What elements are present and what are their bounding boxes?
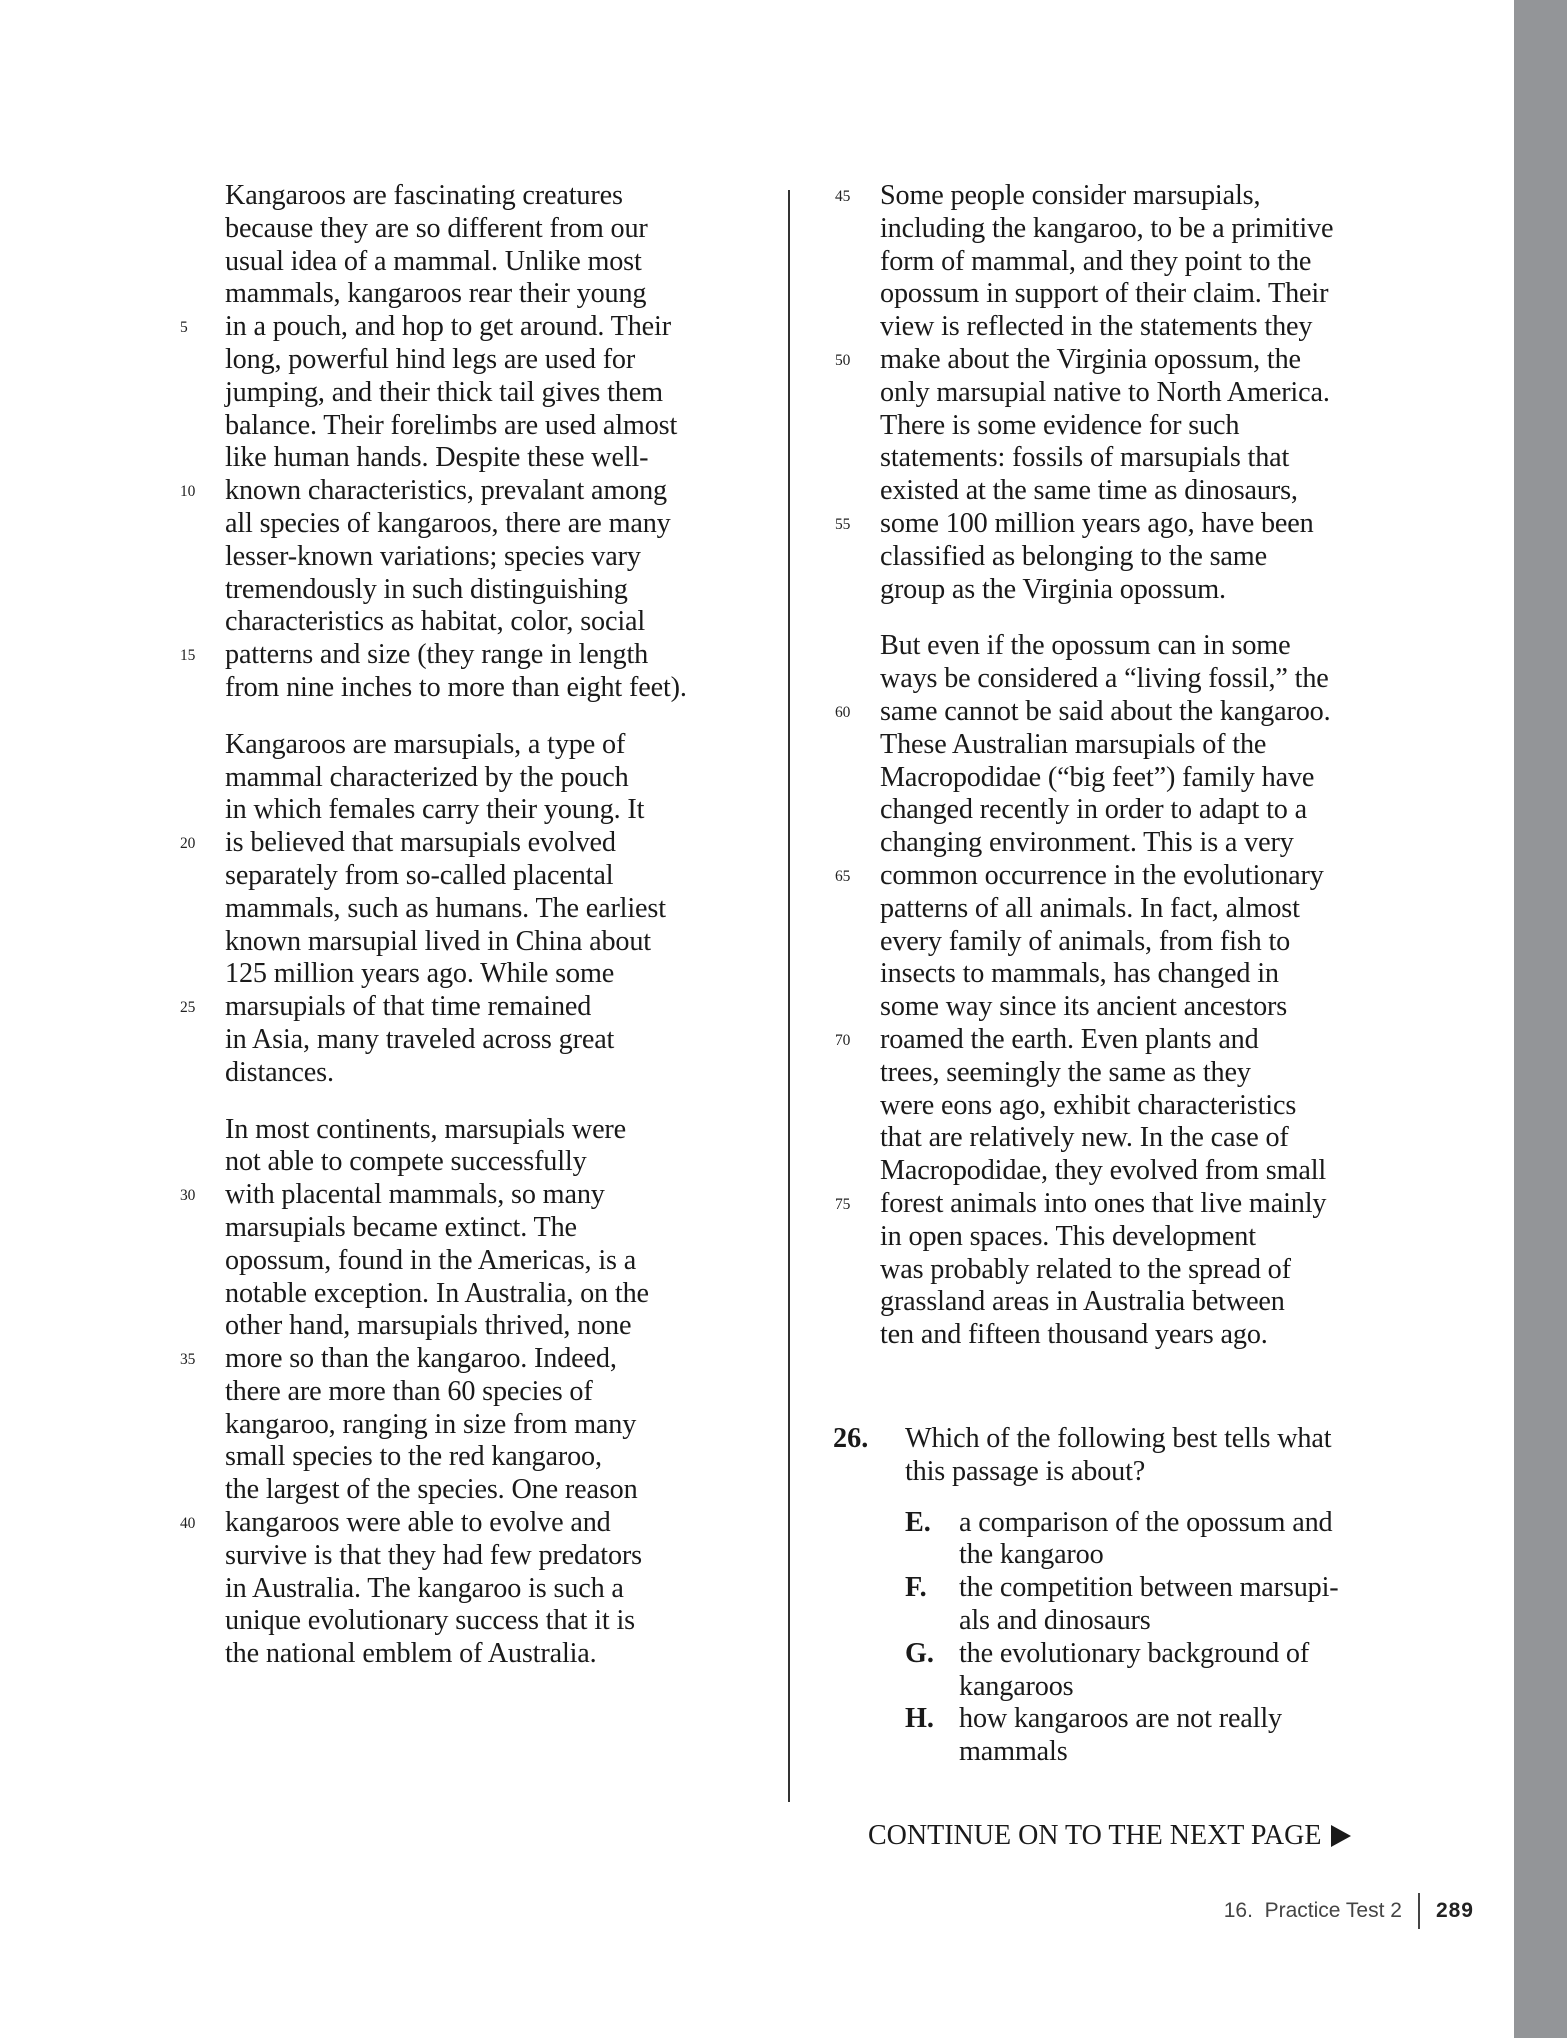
answer-option[interactable] — [905, 1703, 1393, 1769]
passage-line-text: like human hands. Despite these well- — [225, 442, 649, 474]
passage-line — [225, 1114, 765, 1147]
passage-line — [180, 1507, 765, 1540]
answer-option-text — [959, 1703, 1282, 1769]
passage-line-text: common occurrence in the evolutionary — [880, 859, 1324, 891]
line-number: 55 — [835, 515, 851, 533]
passage-line-text: in a pouch, and hop to get around. Their — [225, 311, 671, 343]
passage-line-text: only marsupial native to North America. — [880, 376, 1330, 408]
answer-option-line: mammals — [959, 1736, 1068, 1768]
question-stem — [905, 1423, 1331, 1489]
passage-line-text: form of mammal, and they point to the — [880, 245, 1312, 277]
answer-option-letter: H. — [905, 1703, 934, 1735]
right-arrow-icon — [1331, 1825, 1351, 1847]
answer-option-text — [959, 1507, 1332, 1573]
line-number: 30 — [180, 1187, 196, 1205]
passage-line — [880, 1319, 1400, 1352]
passage-line — [835, 859, 1400, 893]
passage-line — [880, 729, 1400, 762]
answer-option-line: the competition between marsupi- — [959, 1572, 1339, 1604]
passage-left-column — [180, 180, 765, 1671]
passage-line-text: all species of kangaroos, there are many — [225, 507, 671, 539]
continue-text: CONTINUE ON TO THE NEXT PAGE — [868, 1820, 1322, 1851]
passage-line — [880, 1122, 1400, 1155]
answer-option-letter: G. — [905, 1637, 934, 1669]
passage-line-text: separately from so-called placental — [225, 859, 614, 891]
passage-line — [225, 180, 765, 213]
passage-line — [880, 442, 1400, 475]
passage-line — [225, 762, 765, 795]
answer-option[interactable] — [905, 1572, 1393, 1638]
passage-line — [880, 630, 1400, 663]
passage-line — [880, 541, 1400, 574]
passage-line — [225, 1441, 765, 1474]
passage-line-text: were eons ago, exhibit characteristics — [880, 1089, 1297, 1121]
answer-option-text — [959, 1572, 1339, 1638]
passage-line-text: Macropodidae (“big feet”) family have — [880, 761, 1315, 793]
passage-line-text: lesser-known variations; species vary — [225, 540, 641, 572]
answer-option-letter: E. — [905, 1506, 931, 1538]
passage-line-text: is believed that marsupials evolved — [225, 827, 616, 859]
passage-line-text: kangaroos were able to evolve and — [225, 1507, 611, 1539]
passage-line — [225, 574, 765, 607]
passage-line-text: opossum, found in the Americas, is a — [225, 1244, 637, 1276]
line-number: 35 — [180, 1351, 196, 1369]
page-number: 289 — [1435, 1899, 1474, 1922]
line-number: 5 — [180, 319, 188, 337]
continue-prompt — [868, 1820, 1351, 1852]
page-edge-bar — [1514, 0, 1567, 2038]
line-number: 40 — [180, 1515, 196, 1533]
answer-option-text — [959, 1638, 1309, 1704]
passage-line-text: some way since its ancient ancestors — [880, 991, 1288, 1023]
passage-line-text: patterns and size (they range in length — [225, 639, 649, 671]
passage-line — [835, 1023, 1400, 1057]
passage-line-text: some 100 million years ago, have been — [880, 507, 1314, 539]
passage-line-text: marsupials of that time remained — [225, 991, 592, 1023]
passage-line-text: that are relatively new. In the case of — [880, 1122, 1289, 1154]
passage-line-text: was probably related to the spread of — [880, 1253, 1291, 1285]
passage-line — [225, 1245, 765, 1278]
passage-line — [225, 1024, 765, 1057]
passage-line-text: These Australian marsupials of the — [880, 728, 1267, 760]
passage-line — [880, 246, 1400, 279]
passage-line-text: mammals, kangaroos rear their young — [225, 278, 647, 310]
passage-line-text: mammals, such as humans. The earliest — [225, 892, 666, 924]
passage-line-text: distances. — [225, 1056, 334, 1088]
passage-line-text: Kangaroos are marsupials, a type of — [225, 728, 626, 760]
passage-line-text: unique evolutionary success that it is — [225, 1605, 635, 1637]
passage-line-text: in Asia, many traveled across great — [225, 1023, 615, 1055]
passage-line-text: There is some evidence for such — [880, 409, 1240, 441]
passage-line — [225, 926, 765, 959]
passage-line-text: there are more than 60 species of — [225, 1375, 593, 1407]
passage-line-text: because they are so different from our — [225, 212, 648, 244]
passage-line — [225, 1638, 765, 1671]
line-number: 65 — [835, 867, 851, 885]
passage-line — [880, 213, 1400, 246]
passage-line — [835, 343, 1400, 377]
passage-line — [880, 410, 1400, 443]
passage-line-text: Macropodidae, they evolved from small — [880, 1155, 1327, 1187]
passage-line — [225, 278, 765, 311]
passage-line — [225, 729, 765, 762]
passage-line — [225, 1474, 765, 1507]
passage-line — [225, 410, 765, 443]
page-footer — [1224, 1893, 1474, 1929]
passage-line-text: other hand, marsupials thrived, none — [225, 1310, 632, 1342]
passage-line — [880, 1286, 1400, 1319]
passage-line — [880, 794, 1400, 827]
passage-line — [225, 1278, 765, 1311]
passage-line-text: ways be considered a “living fossil,” the — [880, 663, 1329, 695]
line-number: 20 — [180, 835, 196, 853]
passage-line — [180, 639, 765, 672]
question-stem-line: this passage is about? — [905, 1455, 1146, 1487]
passage-line-text: balance. Their forelimbs are used almost — [225, 409, 678, 441]
paragraph-gap — [225, 1090, 765, 1114]
passage-line — [880, 1057, 1400, 1090]
passage-line-text: roamed the earth. Even plants and — [880, 1023, 1259, 1055]
footer-separator — [1418, 1893, 1420, 1929]
answer-option-line: the kangaroo — [959, 1539, 1104, 1571]
passage-right-column — [835, 180, 1400, 1352]
passage-line — [180, 1179, 765, 1212]
line-number: 50 — [835, 351, 851, 369]
passage-line-text: insects to mammals, has changed in — [880, 958, 1279, 990]
answer-option-line: kangaroos — [959, 1670, 1074, 1702]
answer-option-line: a comparison of the opossum and — [959, 1506, 1333, 1538]
passage-line — [880, 377, 1400, 410]
passage-line — [225, 893, 765, 926]
passage-line — [225, 1376, 765, 1409]
passage-line-text: 125 million years ago. While some — [225, 958, 615, 990]
passage-line-text: patterns of all animals. In fact, almost — [880, 892, 1300, 924]
passage-line-text: marsupials became extinct. The — [225, 1211, 577, 1243]
passage-line — [880, 1221, 1400, 1254]
passage-line-text: characteristics as habitat, color, social — [225, 606, 646, 638]
passage-line-text: in which females carry their young. It — [225, 794, 645, 826]
passage-line — [225, 541, 765, 574]
passage-line-text: In most continents, marsupials were — [225, 1113, 627, 1145]
passage-line-text: notable exception. In Australia, on the — [225, 1277, 649, 1309]
passage-line-text: usual idea of a mammal. Unlike most — [225, 245, 642, 277]
passage-line — [180, 311, 765, 344]
passage-line — [225, 672, 765, 705]
passage-line-text: from nine inches to more than eight feet). — [225, 671, 687, 703]
passage-line — [225, 1540, 765, 1573]
passage-line-text: the national emblem of Australia. — [225, 1638, 597, 1670]
passage-line-text: not able to compete successfully — [225, 1146, 587, 1178]
footer-chapter: 16. Practice Test 2 — [1223, 1899, 1402, 1922]
passage-line-text: view is reflected in the statements they — [880, 311, 1313, 343]
passage-line-text: known characteristics, prevalant among — [225, 475, 667, 507]
passage-line-text: Some people consider marsupials, — [880, 180, 1261, 211]
line-number: 25 — [180, 999, 196, 1017]
passage-line — [880, 475, 1400, 508]
passage-line — [880, 1155, 1400, 1188]
passage-line — [880, 893, 1400, 926]
passage-line — [835, 180, 1400, 213]
passage-line-text: more so than the kangaroo. Indeed, — [225, 1343, 617, 1375]
passage-line — [225, 1146, 765, 1179]
passage-line-text: But even if the opossum can in some — [880, 630, 1291, 662]
passage-line — [880, 278, 1400, 311]
passage-line — [225, 1057, 765, 1090]
passage-line — [225, 860, 765, 893]
passage-line-text: statements: fossils of marsupials that — [880, 442, 1290, 474]
passage-line — [225, 606, 765, 639]
passage-line-text: same cannot be said about the kangaroo. — [880, 695, 1331, 727]
answer-option[interactable] — [905, 1638, 1393, 1704]
line-number: 75 — [835, 1195, 851, 1213]
passage-line-text: opossum in support of their claim. Their — [880, 278, 1329, 310]
passage-line — [880, 311, 1400, 344]
question-26 — [833, 1423, 1393, 1769]
passage-line — [225, 213, 765, 246]
passage-line — [880, 574, 1400, 607]
passage-line-text: make about the Virginia opossum, the — [880, 343, 1301, 375]
passage-line-text: mammal characterized by the pouch — [225, 761, 629, 793]
passage-line — [880, 991, 1400, 1024]
passage-line — [225, 794, 765, 827]
passage-line-text: jumping, and their thick tail gives them — [225, 376, 663, 408]
answer-option-letter: F. — [905, 1572, 927, 1604]
passage-line-text: trees, seemingly the same as they — [880, 1056, 1251, 1088]
answer-option-line: the evolutionary background of — [959, 1637, 1310, 1669]
passage-line-text: known marsupial lived in China about — [225, 925, 651, 957]
answer-option-line: als and dinosaurs — [959, 1604, 1151, 1636]
passage-line-text: in open spaces. This development — [880, 1220, 1256, 1252]
passage-line-text: changed recently in order to adapt to a — [880, 794, 1307, 826]
answer-option[interactable] — [905, 1507, 1393, 1573]
passage-line — [880, 827, 1400, 860]
passage-line — [180, 1343, 765, 1376]
passage-line-text: tremendously in such distinguishing — [225, 573, 628, 605]
passage-line-text: including the kangaroo, to be a primitive — [880, 212, 1334, 244]
passage-line-text: group as the Virginia opossum. — [880, 573, 1226, 605]
passage-line-text: changing environment. This is a very — [880, 827, 1294, 859]
passage-line — [180, 827, 765, 860]
passage-line — [225, 958, 765, 991]
line-number: 60 — [835, 703, 851, 721]
question-stem-line: Which of the following best tells what — [905, 1423, 1332, 1454]
line-number: 45 — [835, 188, 851, 205]
passage-line — [880, 762, 1400, 795]
passage-line-text: ten and fifteen thousand years ago. — [880, 1319, 1268, 1351]
passage-line — [225, 1573, 765, 1606]
passage-line — [225, 442, 765, 475]
passage-line — [225, 1212, 765, 1245]
passage-line-text: in Australia. The kangaroo is such a — [225, 1572, 624, 1604]
passage-line — [835, 1187, 1400, 1221]
line-number: 10 — [180, 483, 196, 501]
passage-line — [835, 695, 1400, 729]
passage-line-text: small species to the red kangaroo, — [225, 1441, 602, 1473]
passage-line-text: classified as belonging to the same — [880, 540, 1267, 572]
passage-line — [880, 663, 1400, 696]
passage-line — [180, 475, 765, 508]
passage-line — [880, 926, 1400, 959]
passage-line — [880, 1090, 1400, 1123]
passage-line — [225, 1605, 765, 1638]
column-divider — [788, 190, 790, 1802]
answer-options — [833, 1507, 1393, 1769]
passage-line-text: Kangaroos are fascinating creatures — [225, 180, 623, 211]
passage-line — [880, 958, 1400, 991]
passage-line — [225, 1310, 765, 1343]
passage-line-text: every family of animals, from fish to — [880, 925, 1291, 957]
passage-line-text: kangaroo, ranging in size from many — [225, 1408, 637, 1440]
line-number: 15 — [180, 647, 196, 665]
passage-line-text: survive is that they had few predators — [225, 1539, 642, 1571]
line-number: 70 — [835, 1031, 851, 1049]
passage-line — [225, 377, 765, 410]
passage-line-text: the largest of the species. One reason — [225, 1474, 638, 1506]
passage-line-text: forest animals into ones that live mainly — [880, 1187, 1327, 1219]
passage-line — [835, 507, 1400, 541]
passage-line-text: with placental mammals, so many — [225, 1179, 605, 1211]
paragraph-gap — [880, 606, 1400, 630]
passage-line — [225, 344, 765, 377]
passage-line-text: long, powerful hind legs are used for — [225, 343, 636, 375]
passage-line — [225, 246, 765, 279]
passage-line — [225, 508, 765, 541]
paragraph-gap — [225, 705, 765, 729]
passage-line-text: existed at the same time as dinosaurs, — [880, 475, 1298, 507]
answer-option-line: how kangaroos are not really — [959, 1703, 1282, 1735]
passage-line — [225, 1409, 765, 1442]
passage-line — [880, 1254, 1400, 1287]
question-number: 26. — [833, 1423, 869, 1454]
passage-line-text: grassland areas in Australia between — [880, 1286, 1285, 1318]
passage-line — [180, 991, 765, 1024]
